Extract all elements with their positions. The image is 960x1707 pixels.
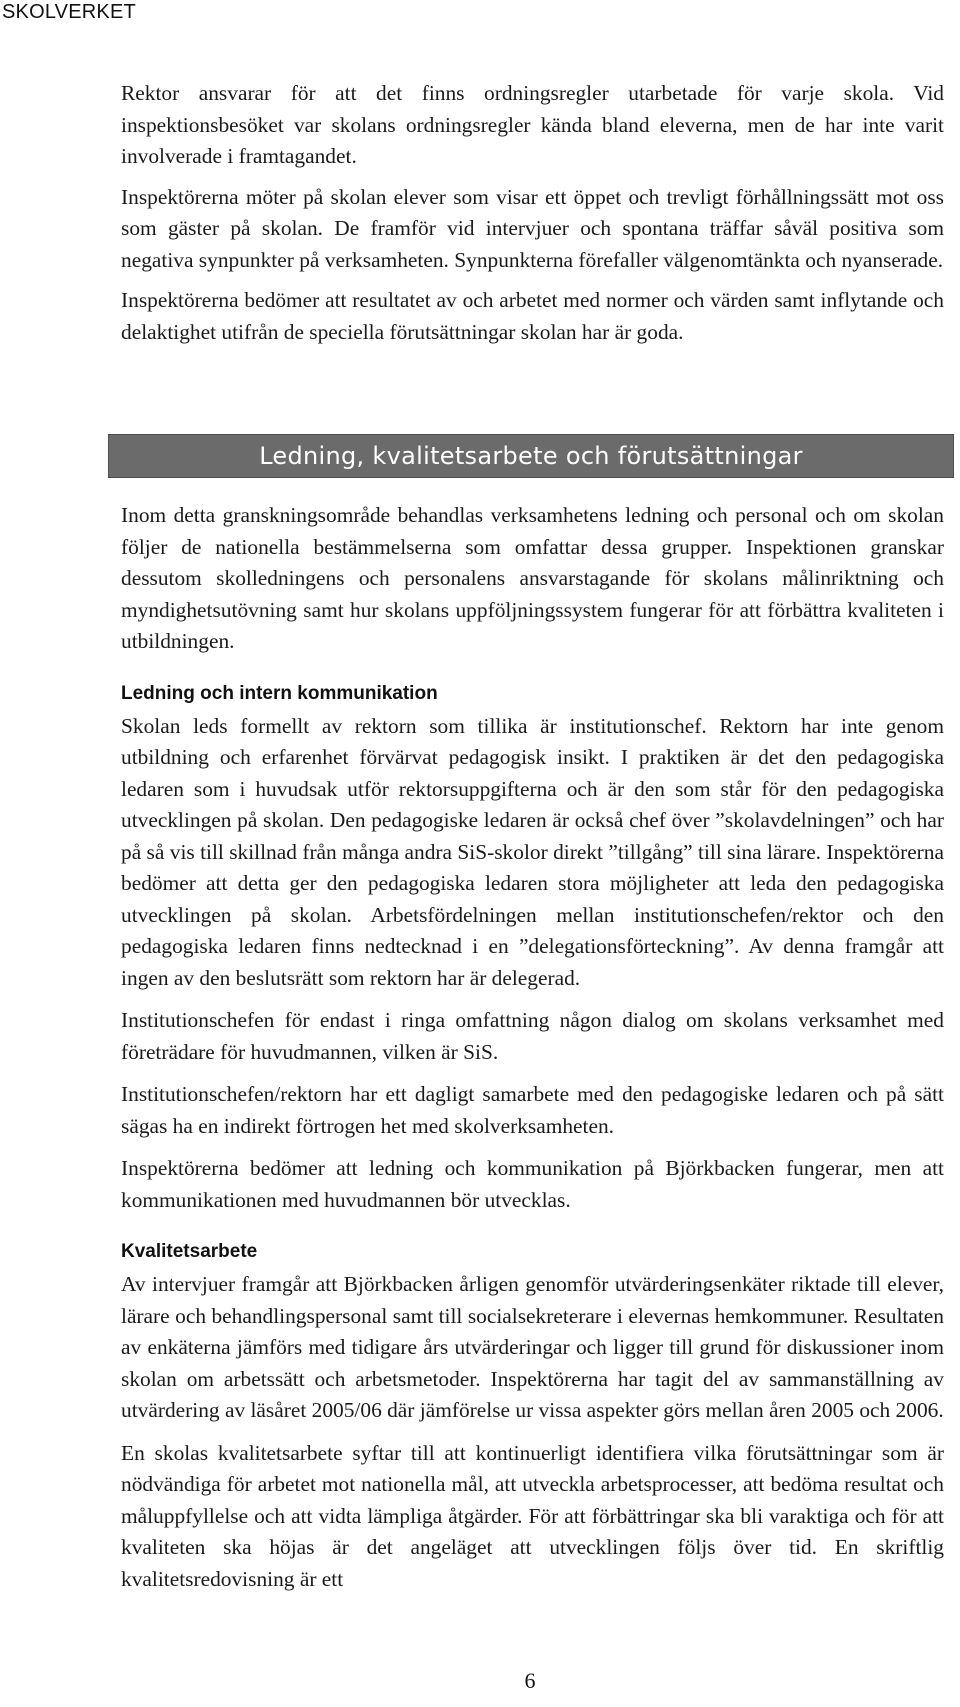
subsection-paragraph: Institutionschefen för endast i ringa omfattning någon dialog om skolans verksamhet med företrädare för huvudmannen, vilken är SiS.: [121, 1008, 944, 1064]
subsection-paragraph: Inspektörerna bedömer att ledning och kommunikation på Björkbacken fungerar, men att kommunikationen med huvudmannen bör utvecklas.: [121, 1156, 944, 1212]
section-body: [121, 500, 944, 1595]
running-header: SKOLVERKET: [2, 1, 136, 23]
subsection-paragraph: Skolan leds formellt av rektorn som tillika är institutionschef. Rektorn har inte genom utbildning och erfarenhet förvärvat pedagogisk insikt. I praktiken är det den pedagogiska ledaren som i huvudsak utför rektorsuppgifterna och är den som står för den pedagogiska utvecklingen på skolan. Den pedagogiske ledaren är också chef över ”skolavdelningen” och har på så vis till skillnad från många andra SiS-skolor direkt ”tillgång” till sina lärare. Inspektörerna bedömer att detta ger den pedagogiska ledaren stora möjligheter att leda den pedagogiska utvecklingen på skolan. Arbetsfördelningen mellan institutionschefen/rektor och den pedagogiska ledaren finns nedtecknad i en ”delegationsförteckning”. Av denna framgår att ingen av den beslutsrätt som rektorn har är delegerad.: [121, 713, 944, 990]
subsection-paragraph: Institutionschefen/rektorn har ett dagligt samarbete med den pedagogiske ledaren och på sätt sägas ha en indirekt förtrogen het med skolverksamheten.: [121, 1082, 944, 1138]
intro-paragraph: Rektor ansvarar för att det finns ordningsregler utarbetade för varje skola. Vid inspektionsbesöket var skolans ordningsregler kända bland eleverna, men de har inte varit involverade i framtagandet.: [121, 81, 944, 168]
subsection-heading: Ledning och intern kommunikation: [121, 682, 438, 704]
section-intro: Inom detta granskningsområde behandlas verksamhetens ledning och personal och om skolan följer de nationella bestämmelserna som omfattar dessa grupper. Inspektionen granskar dessutom skolledningens och personalens ansvarstagande för skolans målinriktning och myndighetsutövning samt hur skolans uppföljningssystem fungerar för att förbättra kvaliteten i utbildningen.: [121, 503, 944, 653]
section-title: Ledning, kvalitetsarbete och förutsättningar: [259, 442, 803, 470]
subsection-heading: Kvalitetsarbete: [121, 1241, 258, 1262]
intro-paragraph: Inspektörerna bedömer att resultatet av och arbetet med normer och värden samt inflytande och delaktighet utifrån de speciella förutsättningar skolan har är goda.: [121, 288, 944, 344]
section-heading-banner: [108, 434, 954, 478]
page-body: [121, 78, 944, 348]
intro-paragraph: Inspektörerna möter på skolan elever som visar ett öppet och trevligt förhållningssätt mot oss som gäster på skolan. De framför vid intervjuer och spontana träffar såväl positiva som negativa synpunkter på verksamheten. Synpunkterna förefaller välgenomtänkta och nyanserade.: [121, 184, 944, 272]
subsection-paragraph: Av intervjuer framgår att Björkbacken årligen genomför utvärderingsenkäter riktade till elever, lärare och behandlingspersonal samt till socialsekreterare i elevernas hemkommuner. Resultaten av enkäterna jämförs med tidigare års utvärderingar och ligger till grund för diskussioner inom skolan om arbetssätt och arbetsmetoder. Inspektörerna har tagit del av sammanställning av utvärdering av läsåret 2005/06 där jämförelse ur vissa aspekter görs mellan åren 2005 och 2006.: [121, 1272, 944, 1422]
subsection-paragraph: En skolas kvalitetsarbete syftar till att kontinuerligt identifiera vilka förutsättningar som är nödvändiga för arbetet mot nationella mål, att utveckla arbetsprocesser, att bedöma resultat och måluppfyllelse och att vidta lämpliga åtgärder. För att förbättringar ska bli varaktiga och för att kvaliteten ska höjas är det angeläget att utvecklingen följs över tid. En skriftlig kvalitetsredovisning är ett: [121, 1440, 944, 1591]
page-number: 6: [524, 1668, 536, 1693]
